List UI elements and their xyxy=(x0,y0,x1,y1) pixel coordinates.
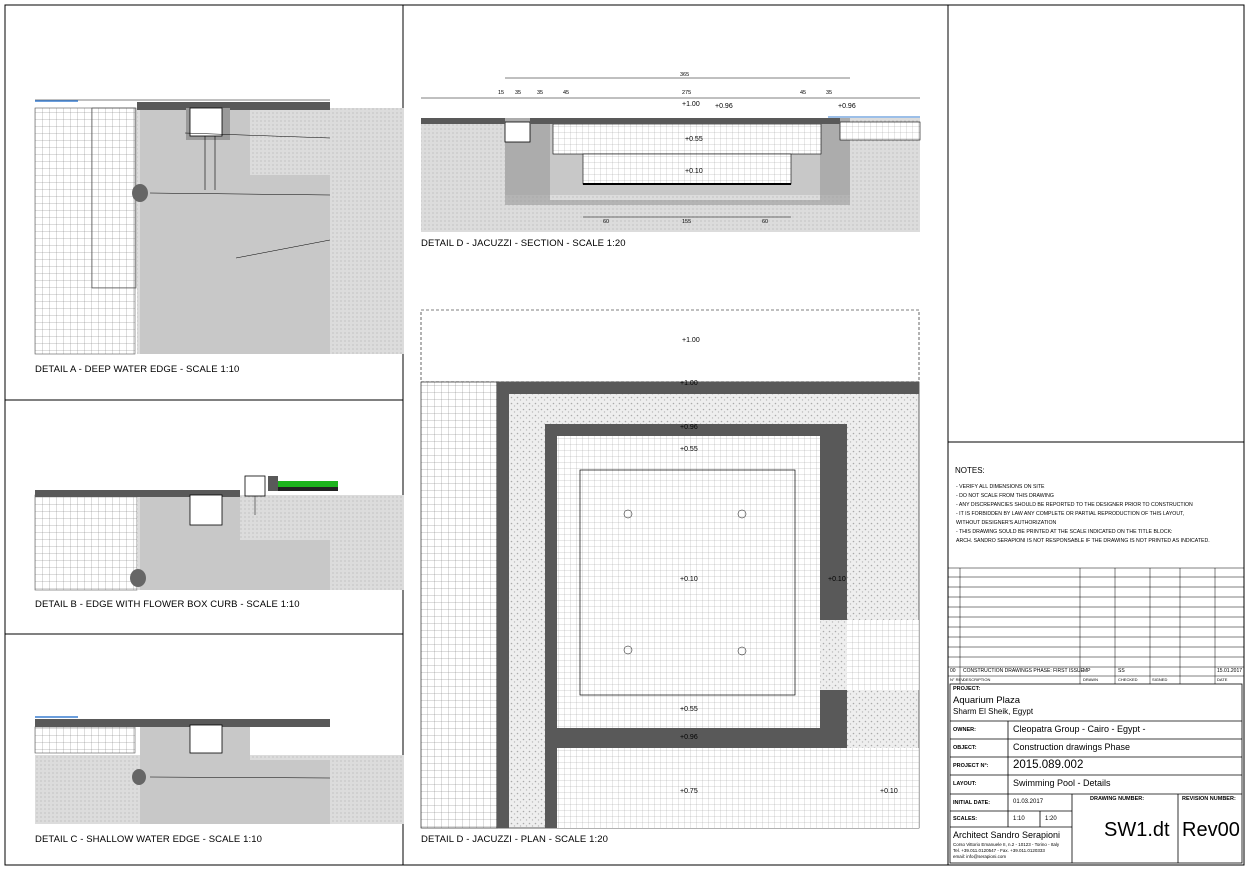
scales-label: SCALES: xyxy=(953,816,978,822)
drawing-number-label: DRAWING NUMBER: xyxy=(1090,796,1145,802)
project-no-value: 2015.089.002 xyxy=(1013,759,1084,771)
revision-head-checked: CHECKED xyxy=(1118,677,1138,682)
elevation-mark: +0.10 xyxy=(680,576,698,583)
note-line: ARCH. SANDRO SERAPIONI IS NOT RESPONSABLE IF THE DRAWING IS NOT PRINTED AS INDICATED. xyxy=(956,538,1210,544)
revision-no: 00 xyxy=(950,668,956,674)
owner-value: Cleopatra Group - Cairo - Egypt - xyxy=(1013,724,1146,734)
revision-number-label: REVISION NUMBER: xyxy=(1182,796,1236,802)
revision-head-signed: SIGNED xyxy=(1152,677,1168,682)
architect-phone: Tel. +39.011.0120547 - Fax. +39.011.0120333 xyxy=(953,848,1045,853)
project-location: Sharm El Sheik, Egypt xyxy=(953,707,1034,716)
project-no-label: PROJECT N°: xyxy=(953,763,989,769)
detail-d-plan-drawing xyxy=(421,310,919,828)
note-line: WITHOUT DESIGNER'S AUTHORIZATION xyxy=(956,520,1057,526)
revision-date: 15.01.2017 xyxy=(1217,668,1243,674)
elevation-mark: +0.55 xyxy=(680,706,698,713)
scale-1-value: 1:10 xyxy=(1013,816,1025,822)
detail-d-plan-caption: DETAIL D - JACUZZI - PLAN - SCALE 1:20 xyxy=(421,834,608,845)
note-line: - VERIFY ALL DIMENSIONS ON SITE xyxy=(956,484,1045,490)
dimension-label: 45 xyxy=(563,90,570,96)
revision-head-drawn: DRAWN xyxy=(1083,677,1098,682)
detail-c-caption: DETAIL C - SHALLOW WATER EDGE - SCALE 1:10 xyxy=(35,834,262,845)
detail-a-drawing xyxy=(35,100,404,354)
dimension-label: 35 xyxy=(537,90,544,96)
object-label: OBJECT: xyxy=(953,745,977,751)
note-line: - ANY DISCREPANCIES SHOULD BE REPORTED TO THE DESIGNER PRIOR TO CONSTRUCTION xyxy=(956,502,1193,508)
dimension-label: 365 xyxy=(680,72,690,78)
layout-label: LAYOUT: xyxy=(953,781,977,787)
elevation-mark: +0.10 xyxy=(880,788,898,795)
elevation-mark: +0.55 xyxy=(680,446,698,453)
detail-a-caption: DETAIL A - DEEP WATER EDGE - SCALE 1:10 xyxy=(35,364,240,375)
dimension-label: 275 xyxy=(682,90,692,96)
dimension-label: 35 xyxy=(826,90,833,96)
object-value: Construction drawings Phase xyxy=(1013,742,1131,752)
detail-d-section-caption: DETAIL D - JACUZZI - SECTION - SCALE 1:20 xyxy=(421,238,626,249)
architect-email: email: info@serapioni.com xyxy=(953,854,1007,859)
revision-head-no: N° REV. xyxy=(950,677,965,682)
project-label: PROJECT: xyxy=(953,686,981,692)
elevation-mark: +1.00 xyxy=(682,101,700,108)
elevation-mark: +0.75 xyxy=(680,788,698,795)
owner-label: OWNER: xyxy=(953,727,976,733)
elevation-mark: +0.96 xyxy=(715,103,733,110)
detail-b-caption: DETAIL B - EDGE WITH FLOWER BOX CURB - SCALE 1:10 xyxy=(35,599,300,610)
note-line: - DO NOT SCALE FROM THIS DRAWING xyxy=(956,493,1054,499)
revision-number-value: Rev00 xyxy=(1182,819,1240,841)
revision-drawn: MP xyxy=(1083,668,1091,674)
note-line: - IT IS FORBIDDEN BY LAW ANY COMPLETE OR PARTIAL REPRODUCTION OF THIS LAYOUT, xyxy=(956,511,1185,517)
dimension-label: 45 xyxy=(800,90,807,96)
layout-value: Swimming Pool - Details xyxy=(1013,778,1111,788)
elevation-mark: +0.96 xyxy=(680,734,698,741)
revision-head-desc: DESCRIPTION xyxy=(963,677,991,682)
revision-description: CONSTRUCTION DRAWINGS PHASE: FIRST ISSUE xyxy=(963,668,1084,674)
architect-address: Corso Vittorio Emanuele II, n.2 - 10123 - Torino - Italy xyxy=(953,842,1060,847)
drawing-number-value: SW1.dt xyxy=(1104,819,1170,841)
notes-title: NOTES: xyxy=(955,466,985,475)
project-name: Aquarium Plaza xyxy=(953,695,1021,706)
architect-name: Architect Sandro Serapioni xyxy=(953,830,1061,840)
elevation-mark: +1.00 xyxy=(682,337,700,344)
elevation-mark: +0.10 xyxy=(828,576,846,583)
dimension-label: 155 xyxy=(682,219,692,225)
scale-2-value: 1:20 xyxy=(1045,816,1057,822)
dimension-label: 60 xyxy=(603,219,610,225)
elevation-mark: +0.96 xyxy=(680,424,698,431)
revision-checked: SS xyxy=(1118,668,1125,674)
elevation-mark: +0.96 xyxy=(838,103,856,110)
elevation-mark: +0.55 xyxy=(685,136,703,143)
dimension-label: 60 xyxy=(762,219,769,225)
detail-d-section-drawing xyxy=(421,78,920,232)
detail-b-drawing xyxy=(35,476,404,590)
dimension-label: 35 xyxy=(515,90,522,96)
detail-c-drawing xyxy=(35,717,404,824)
elevation-mark: +0.10 xyxy=(685,168,703,175)
note-line: - THIS DRAWING SOULD BE PRINTED AT THE SCALE INDICATED ON THE TITLE BLOCK: xyxy=(956,529,1173,535)
elevation-mark: +1.00 xyxy=(680,380,698,387)
revision-table-grid xyxy=(948,568,1244,684)
initial-date-value: 01.03.2017 xyxy=(1013,799,1044,805)
initial-date-label: INITIAL DATE: xyxy=(953,800,991,806)
dimension-label: 15 xyxy=(498,90,505,96)
revision-head-date: DATE xyxy=(1217,677,1228,682)
